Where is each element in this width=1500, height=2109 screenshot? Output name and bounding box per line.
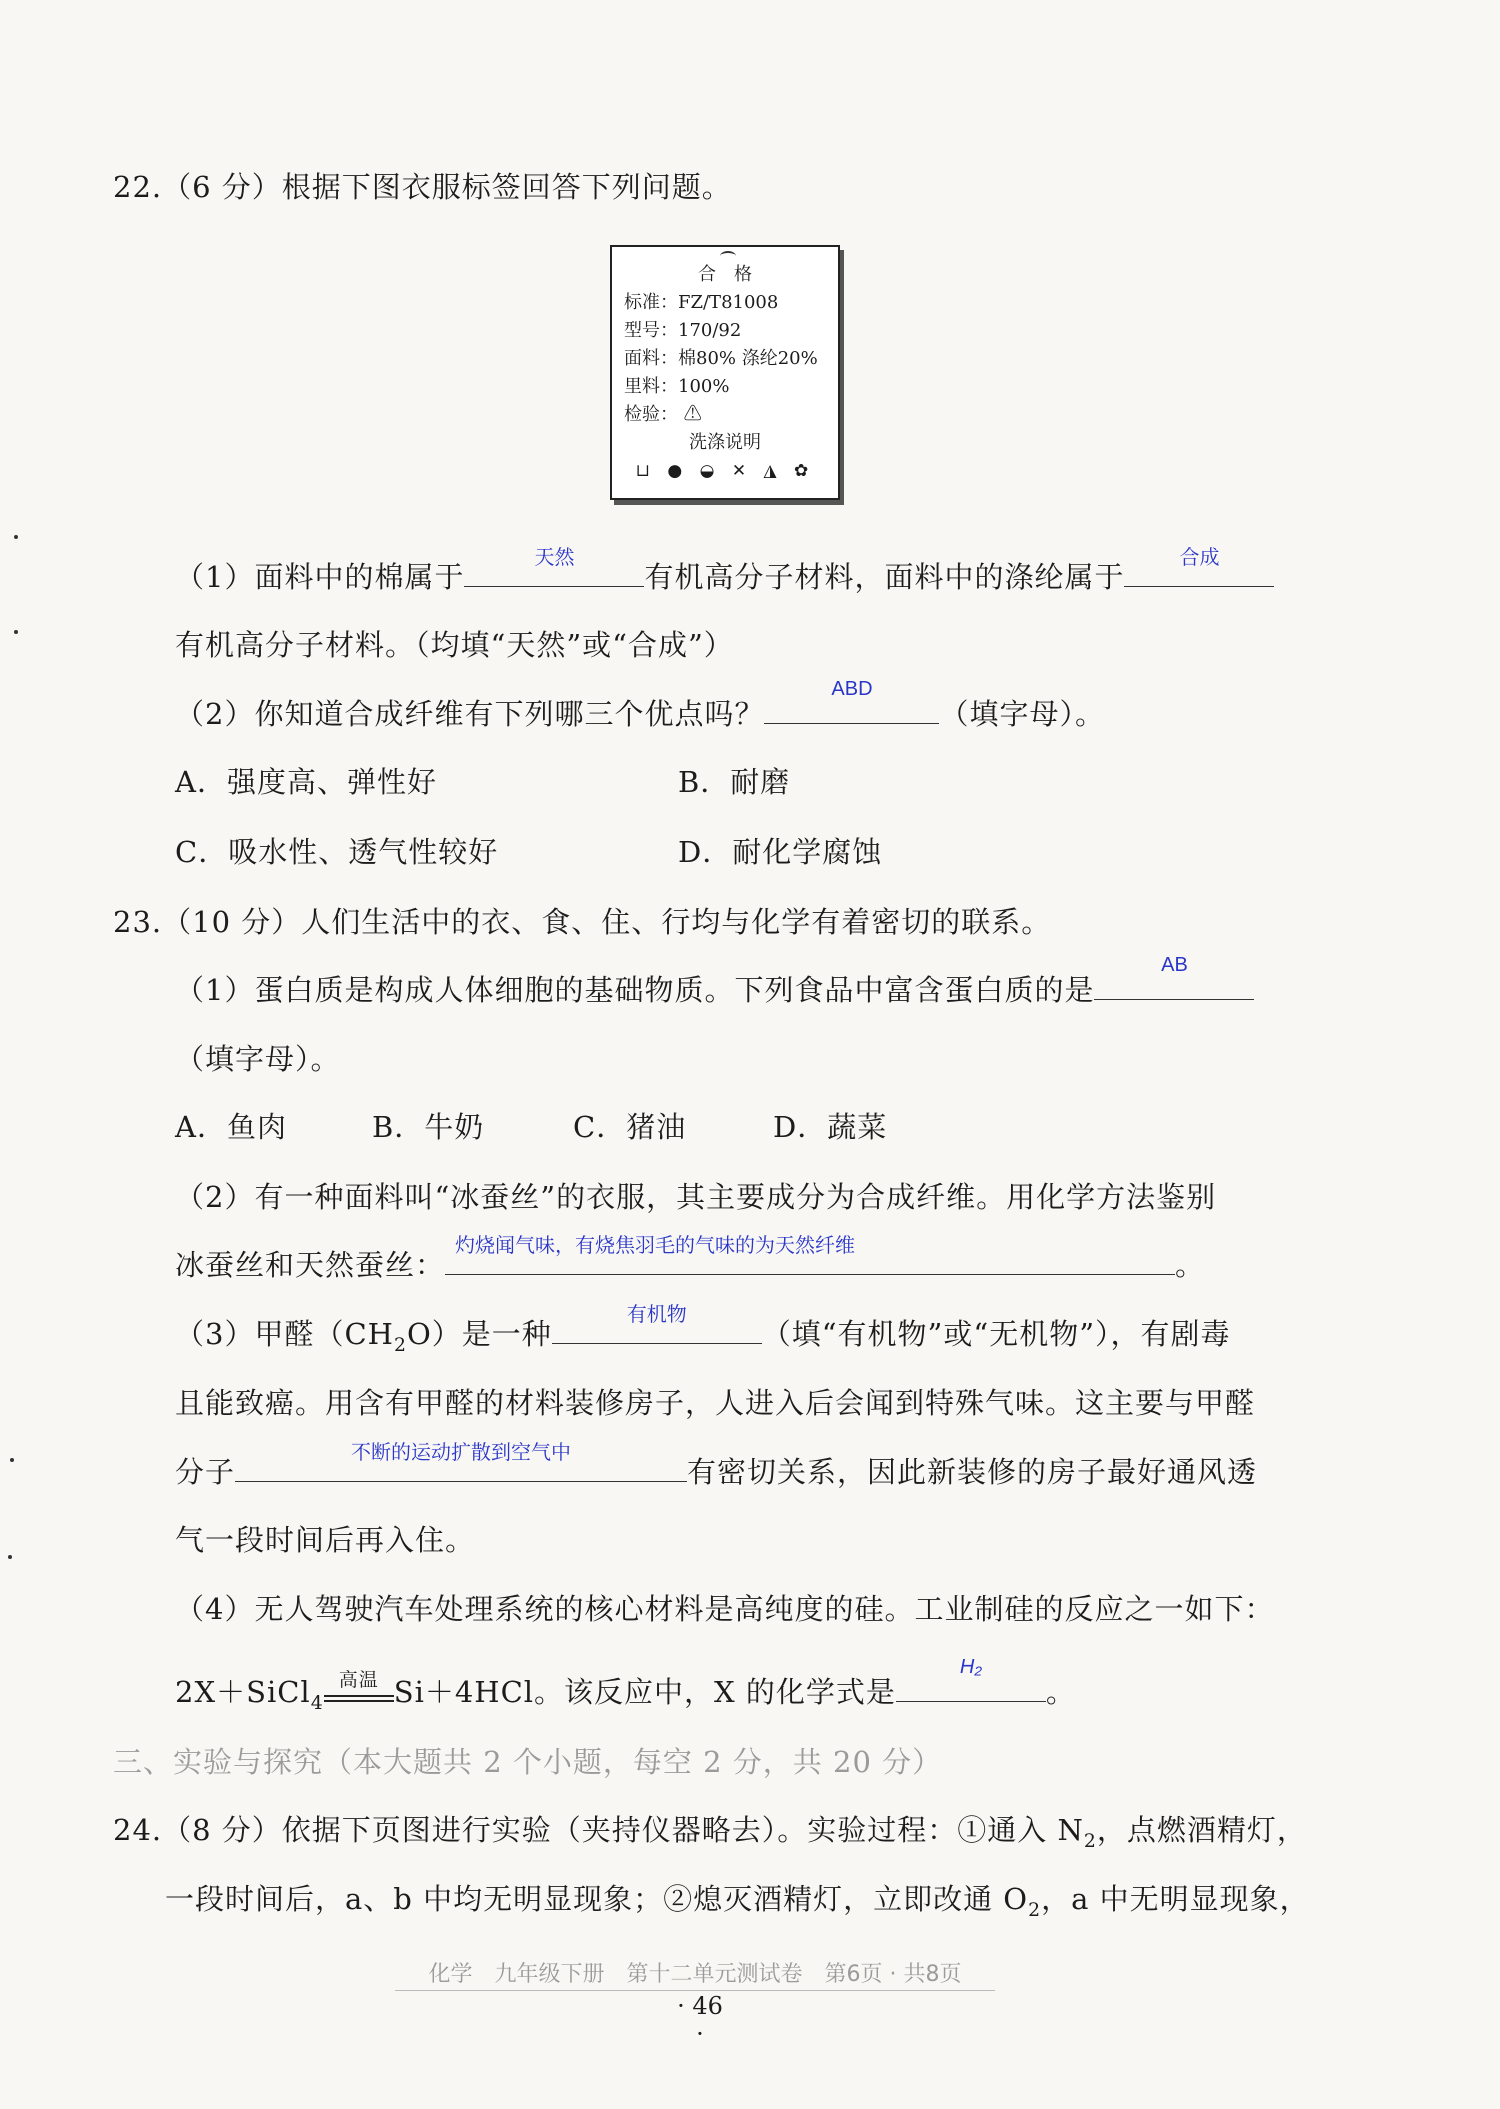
q23-option-a: A．鱼肉 xyxy=(175,1110,287,1144)
q22-p1-answer2: 合成 xyxy=(1179,547,1220,569)
q23-p3-answer1: 有机物 xyxy=(626,1304,687,1326)
q22-p1-answer1: 天然 xyxy=(534,547,575,569)
tag-inspection: 检验： xyxy=(624,404,678,425)
q23-p4-text-a: （4）无人驾驶汽车处理系统的核心材料是高纯度的硅。工业制硅的反应之一如下： xyxy=(175,1592,1275,1626)
q23-p3-blank2[interactable] xyxy=(235,1442,687,1482)
equals-sign-icon xyxy=(324,1695,394,1702)
q22-p2-text-b: （填字母）。 xyxy=(939,697,1105,731)
wash-symbols-icon: ⊔ ● ◒ ✕ ◮ ✿ xyxy=(635,461,815,481)
tag-inspection-row xyxy=(624,401,826,429)
q23-p3-text-a1: （3）甲醛（CH xyxy=(175,1317,394,1351)
clothing-label xyxy=(610,245,840,500)
tag-lining: 里料：100% xyxy=(624,376,730,397)
q23-p2-blank[interactable] xyxy=(445,1235,1175,1275)
q23-p1-text-b: （填字母）。 xyxy=(175,1042,341,1076)
q23-p3-text-a2: O）是一种 xyxy=(406,1317,552,1351)
q22-option-b: B．耐磨 xyxy=(678,765,791,799)
hanger-hook-icon xyxy=(720,251,736,261)
page-footer: 化学 九年级下册 第十二单元测试卷 第6页 · 共8页 xyxy=(395,1957,995,1991)
warning-triangle-icon: ⚠ xyxy=(683,404,702,425)
q23-p3-text-d1: 分子 xyxy=(175,1455,236,1489)
q22-option-c: C．吸水性、透气性较好 xyxy=(175,835,499,869)
margin-speck xyxy=(10,1458,14,1462)
q23-part2-line2 xyxy=(175,1235,1206,1284)
q24-line2-text-a: 一段时间后，a、b 中均无明显现象；②熄灭酒精灯，立即改通 O xyxy=(165,1882,1029,1916)
q22-p1-blank2[interactable] xyxy=(1124,547,1274,587)
q22-part1-line1 xyxy=(175,547,1274,596)
q23-p3-text-e: 气一段时间后再入住。 xyxy=(175,1523,476,1557)
q22-p1-text-a: （1）面料中的棉属于 xyxy=(175,560,465,594)
q22-option-a: A．强度高、弹性好 xyxy=(175,765,437,799)
q24-line2 xyxy=(165,1877,1310,1921)
q23-p3-text-d2: 有密切关系，因此新装修的房子最好通风透 xyxy=(687,1455,1258,1489)
q22-p2-answer: ABD xyxy=(831,678,873,700)
q23-p2-text-a: （2）有一种面料叫“冰蚕丝”的衣服，其主要成分为合成纤维。用化学方法鉴别 xyxy=(175,1180,1217,1214)
q22-option-d: D．耐化学腐蚀 xyxy=(678,835,883,869)
q23-p4-blank[interactable] xyxy=(896,1656,1046,1702)
q23-p4-eq-subscript: 4 xyxy=(310,1692,324,1714)
reaction-condition: 高温 xyxy=(338,1669,379,1691)
q22-p1-text-c: 有机高分子材料。（均填“天然”或“合成”） xyxy=(175,628,734,662)
q23-p3-subscript: 2 xyxy=(393,1334,407,1356)
section3-heading: 三、实验与探究（本大题共 2 个小题，每空 2 分，共 20 分） xyxy=(113,1745,943,1779)
q23-p1-blank[interactable] xyxy=(1094,954,1254,1000)
q22-p1-blank1[interactable] xyxy=(464,547,644,587)
q23-p3-answer2: 不断的运动扩散到空气中 xyxy=(351,1442,572,1464)
q23-p4-answer: H₂ xyxy=(959,1656,982,1678)
q23-p2-end: 。 xyxy=(1175,1248,1206,1282)
q24-line1-text-b: ，点燃酒精灯， xyxy=(1096,1813,1307,1847)
q22-p2-text-a: （2）你知道合成纤维有下列哪三个优点吗？ xyxy=(175,697,765,731)
q23-option-c: C．猪油 xyxy=(573,1110,687,1144)
q23-p3-text-b: （填“有机物”或“无机物”），有剧毒 xyxy=(761,1317,1231,1351)
q23-title: 23.（10 分）人们生活中的衣、食、住、行均与化学有着密切的联系。 xyxy=(113,905,1052,939)
q24-line1-text-a: 24.（8 分）依据下页图进行实验（夹持仪器略去）。实验过程：①通入 N xyxy=(113,1813,1084,1847)
q23-p1-text-a: （1）蛋白质是构成人体细胞的基础物质。下列食品中富含蛋白质的是 xyxy=(175,973,1095,1007)
q23-p2-answer: 灼烧闻气味，有烧焦羽毛的气味的为天然纤维 xyxy=(455,1235,856,1257)
margin-speck xyxy=(14,630,18,634)
q22-title: 22.（6 分）根据下图衣服标签回答下列问题。 xyxy=(113,170,732,204)
q22-part2 xyxy=(175,678,1105,733)
q23-p3-blank1[interactable] xyxy=(552,1304,762,1344)
q23-part3-line1 xyxy=(175,1304,1231,1356)
tag-wash-title: 洗涤说明 xyxy=(689,432,761,453)
q24-line1-subscript: 2 xyxy=(1083,1830,1097,1852)
margin-speck xyxy=(14,535,18,539)
tag-standard: 标准：FZ/T81008 xyxy=(624,292,779,313)
tag-heading: 合 格 xyxy=(698,264,752,285)
q24-line2-text-b: ，a 中无明显现象， xyxy=(1041,1882,1310,1916)
q23-p4-end: 。 xyxy=(1045,1675,1076,1709)
margin-speck xyxy=(8,1555,12,1559)
q23-p1-answer: AB xyxy=(1161,954,1188,976)
tag-fabric: 面料：棉80% 涤纶20% xyxy=(624,348,818,369)
q22-p2-blank[interactable] xyxy=(764,678,939,724)
q22-p1-text-b: 有机高分子材料，面料中的涤纶属于 xyxy=(644,560,1125,594)
page-number: · 46 · xyxy=(677,1992,723,2048)
q23-p4-eq-left: 2X＋SiCl xyxy=(175,1675,311,1709)
q23-part1-line1 xyxy=(175,954,1254,1009)
q23-option-d: D．蔬菜 xyxy=(773,1110,888,1144)
q23-part3-line3 xyxy=(175,1442,1258,1491)
q23-p2-text-b: 冰蚕丝和天然蚕丝： xyxy=(175,1248,446,1282)
q24-line2-subscript: 2 xyxy=(1028,1899,1042,1921)
q23-p3-text-c: 且能致癌。用含有甲醛的材料装修房子，人进入后会闻到特殊气味。这主要与甲醛 xyxy=(175,1386,1256,1420)
tag-model: 型号：170/92 xyxy=(624,320,742,341)
q23-p4-eq-right: Si＋4HCl。该反应中，X 的化学式是 xyxy=(393,1675,896,1709)
q24-line1 xyxy=(113,1808,1307,1852)
reaction-arrow xyxy=(324,1669,394,1702)
q23-option-b: B．牛奶 xyxy=(372,1110,485,1144)
q23-part4-equation xyxy=(175,1656,1076,1714)
